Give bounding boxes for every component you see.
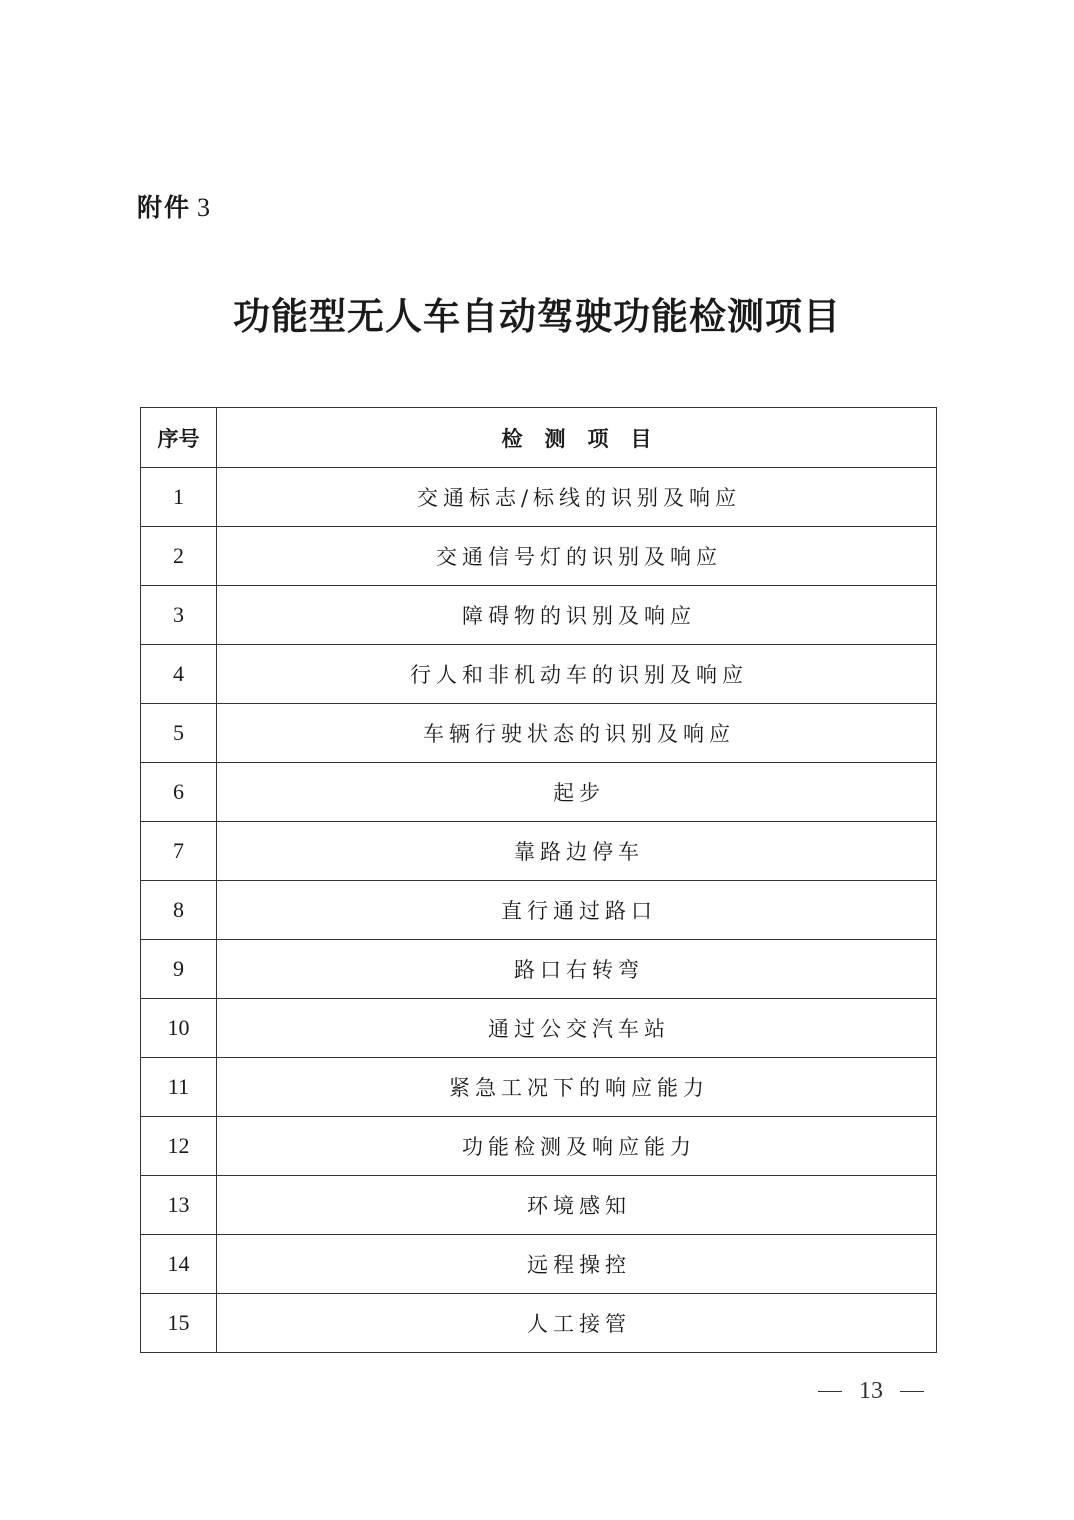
attachment-label <box>137 188 212 224</box>
row-test-item: 障碍物的识别及响应 <box>217 586 937 645</box>
attachment-number: 3 <box>197 193 213 222</box>
table-row <box>141 468 937 527</box>
table-row <box>141 1176 937 1235</box>
row-serial-number: 5 <box>141 704 217 763</box>
attachment-text: 附件 <box>137 193 192 222</box>
page-number-value: 13 <box>859 1378 883 1404</box>
row-serial-number: 12 <box>141 1117 217 1176</box>
row-test-item: 交通标志/标线的识别及响应 <box>217 468 937 527</box>
table-row <box>141 1235 937 1294</box>
table-body <box>141 468 937 1353</box>
row-serial-number: 4 <box>141 645 217 704</box>
table-row <box>141 1294 937 1353</box>
row-serial-number: 6 <box>141 763 217 822</box>
row-serial-number: 13 <box>141 1176 217 1235</box>
table-header-row <box>141 408 937 468</box>
row-serial-number: 3 <box>141 586 217 645</box>
row-test-item: 环境感知 <box>217 1176 937 1235</box>
row-serial-number: 11 <box>141 1058 217 1117</box>
table-row <box>141 822 937 881</box>
dash-right <box>900 1391 924 1392</box>
dash-left <box>818 1391 842 1392</box>
page-number <box>818 1378 924 1405</box>
row-test-item: 功能检测及响应能力 <box>217 1117 937 1176</box>
header-serial-number: 序号 <box>141 408 217 468</box>
row-serial-number: 9 <box>141 940 217 999</box>
table-row <box>141 763 937 822</box>
table-row <box>141 645 937 704</box>
row-test-item: 路口右转弯 <box>217 940 937 999</box>
row-test-item: 起步 <box>217 763 937 822</box>
table-row <box>141 881 937 940</box>
row-test-item: 通过公交汽车站 <box>217 999 937 1058</box>
header-test-item: 检测项目 <box>217 408 937 468</box>
row-test-item: 人工接管 <box>217 1294 937 1353</box>
table-row <box>141 1117 937 1176</box>
row-test-item: 车辆行驶状态的识别及响应 <box>217 704 937 763</box>
row-test-item: 紧急工况下的响应能力 <box>217 1058 937 1117</box>
table-row <box>141 586 937 645</box>
row-serial-number: 1 <box>141 468 217 527</box>
table-row <box>141 999 937 1058</box>
row-serial-number: 8 <box>141 881 217 940</box>
test-items-table <box>140 407 937 1353</box>
table-row <box>141 527 937 586</box>
table-row <box>141 1058 937 1117</box>
row-serial-number: 2 <box>141 527 217 586</box>
row-serial-number: 14 <box>141 1235 217 1294</box>
table-row <box>141 940 937 999</box>
row-test-item: 交通信号灯的识别及响应 <box>217 527 937 586</box>
row-test-item: 直行通过路口 <box>217 881 937 940</box>
row-test-item: 靠路边停车 <box>217 822 937 881</box>
row-serial-number: 10 <box>141 999 217 1058</box>
row-test-item: 行人和非机动车的识别及响应 <box>217 645 937 704</box>
row-serial-number: 15 <box>141 1294 217 1353</box>
document-title: 功能型无人车自动驾驶功能检测项目 <box>233 294 841 338</box>
row-test-item: 远程操控 <box>217 1235 937 1294</box>
row-serial-number: 7 <box>141 822 217 881</box>
table-row <box>141 704 937 763</box>
